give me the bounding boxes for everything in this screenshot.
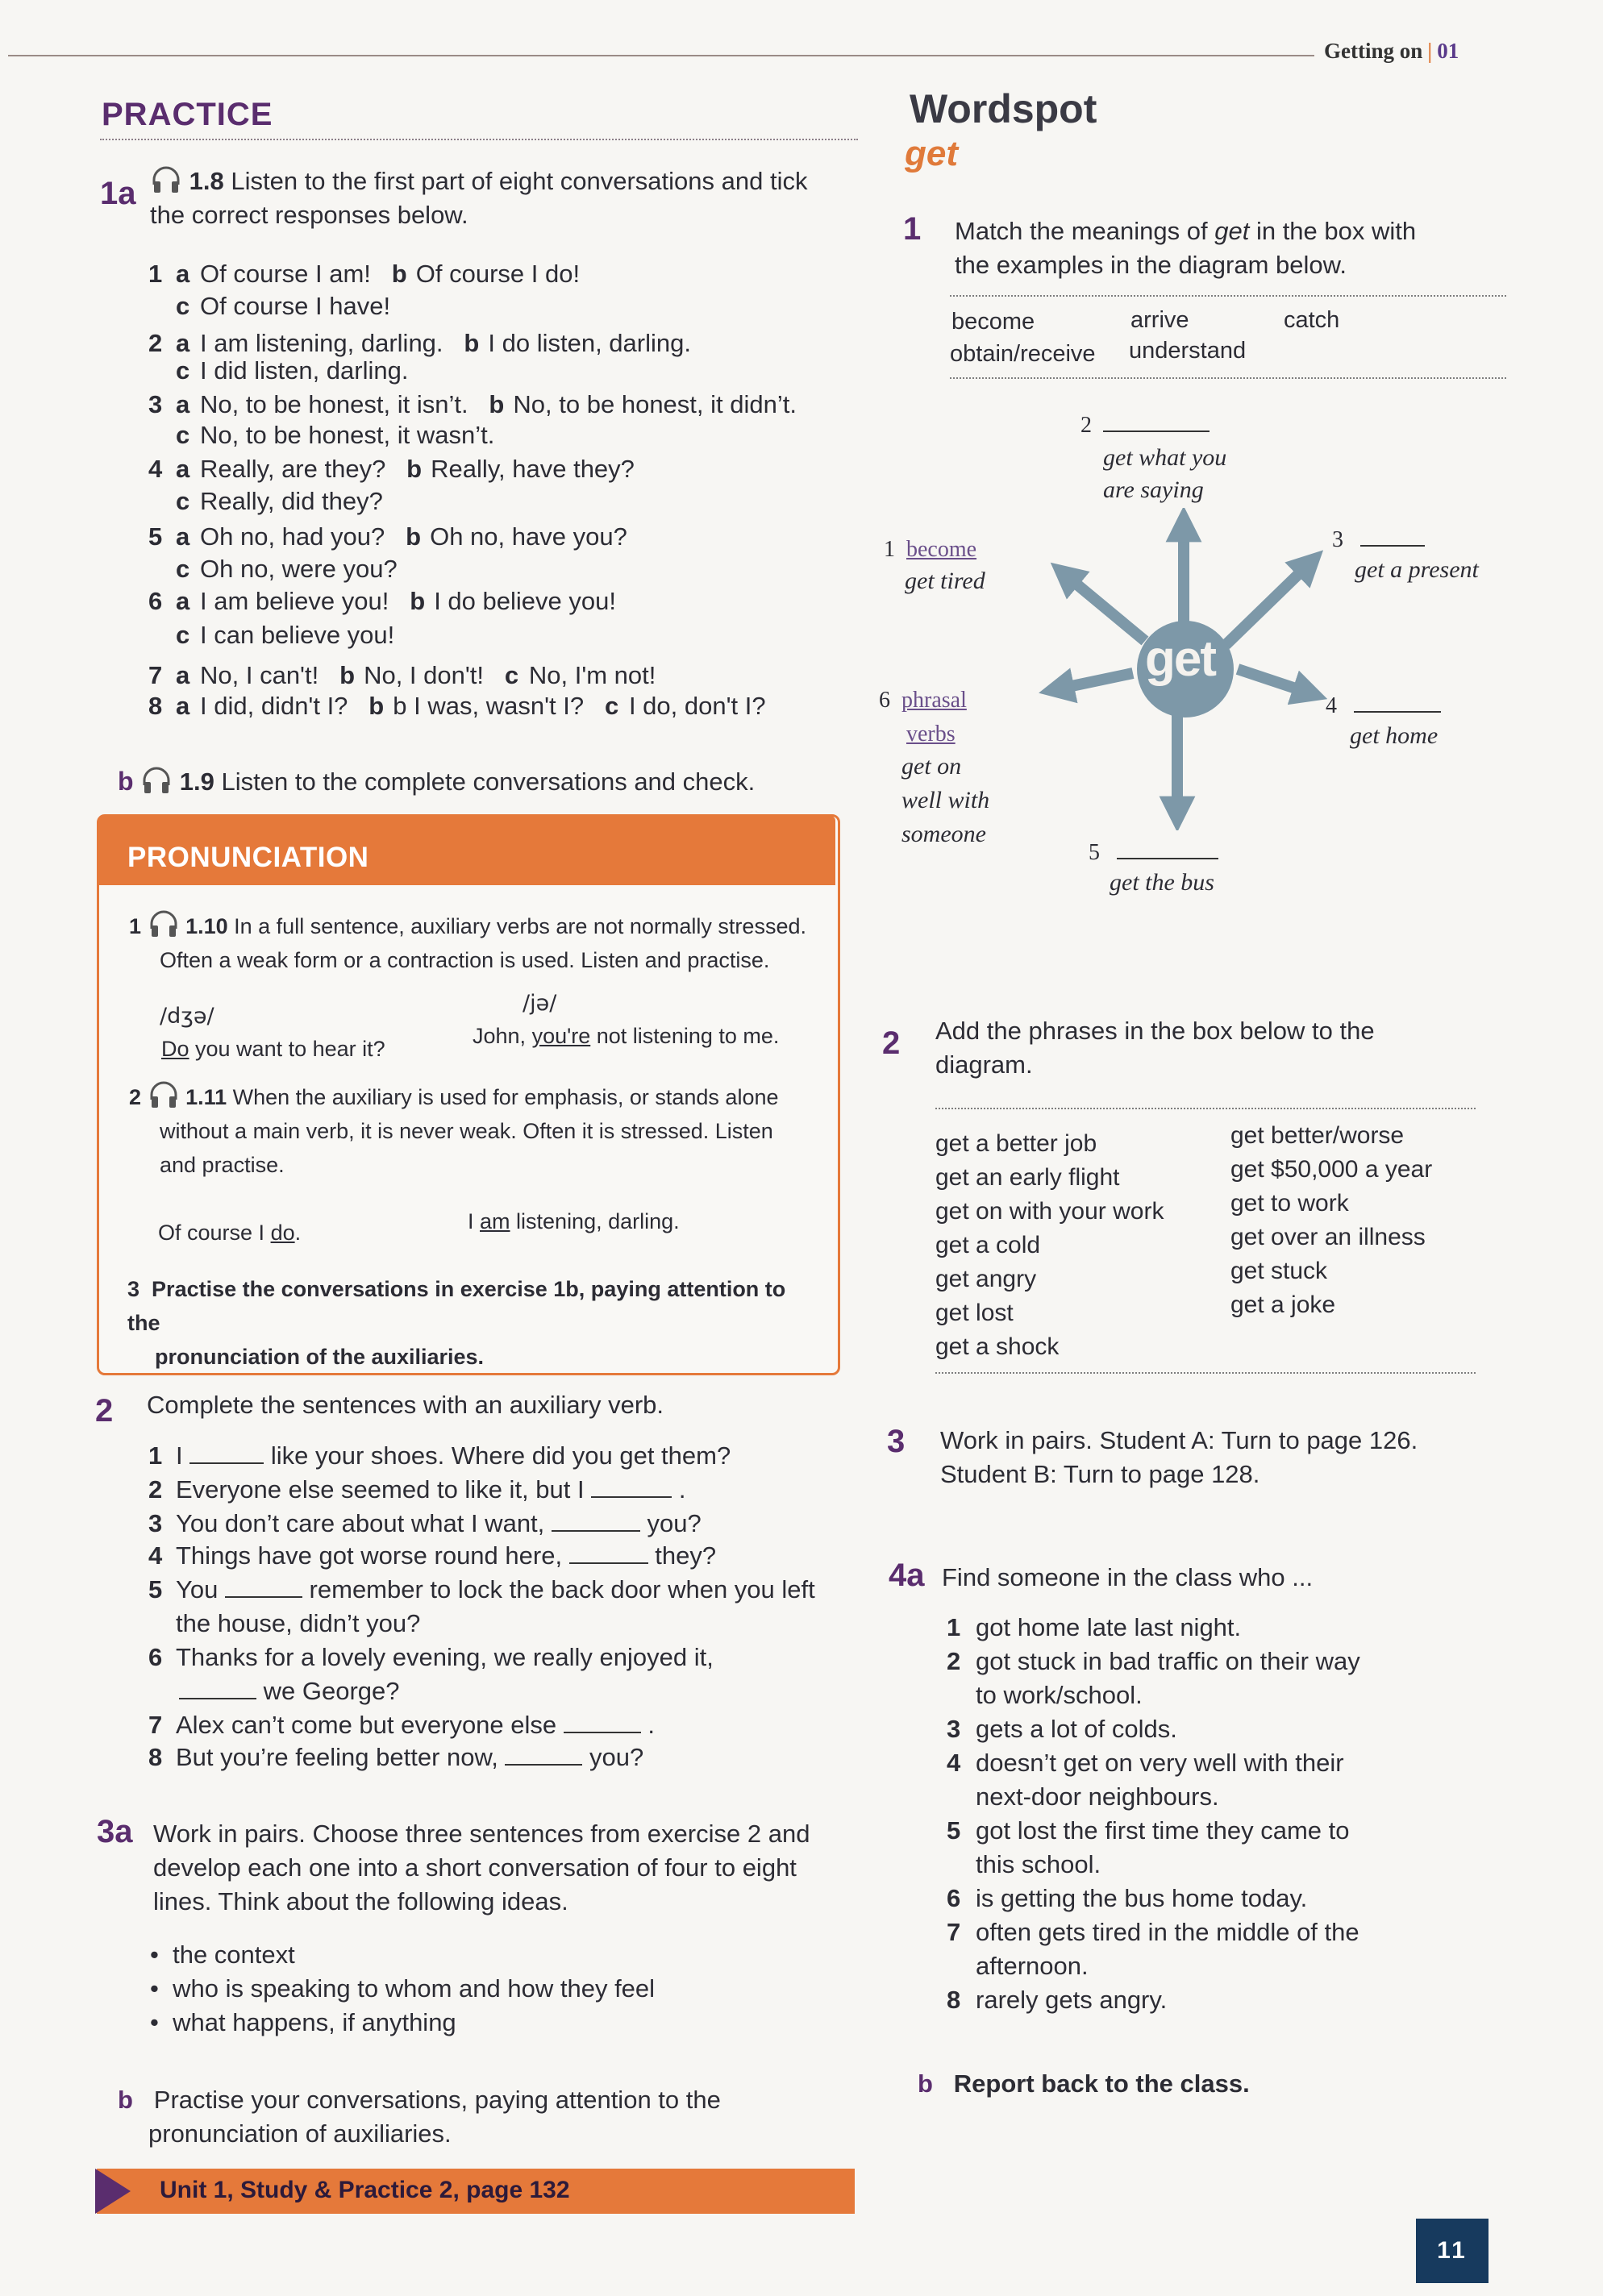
headphones-icon[interactable] [148,909,180,937]
slot-6-ex-l3: someone [901,821,986,847]
bullet-item: • who is speaking to whom and how they feel [150,1974,656,2003]
wordspot-word: get [905,134,958,173]
resp-1c: c Of course I have! [176,292,391,320]
phrase-box-rule-top [935,1108,1476,1109]
pron-ex3-post: . [294,1221,302,1245]
pron-ex1-rest: you want to hear it? [189,1037,385,1061]
list-item [947,1746,1543,1814]
answer-blank[interactable] [225,1596,302,1598]
item-num-4: 4 [947,1749,961,1777]
slot-5-num: 5 [1089,840,1100,865]
item-num-1: 1 [947,1613,961,1641]
ex1a-number: 1a [100,176,136,211]
ex2-num-1: 1 [148,1441,163,1470]
ws-ex1-l2: the examples in the diagram below. [955,251,1347,279]
answer-blank[interactable] [505,1764,582,1766]
bullet-item: • what happens, if anything [150,2008,456,2036]
phrase-item[interactable]: get angry [935,1266,1037,1292]
phrase-item[interactable]: get on with your work [935,1198,1164,1225]
phrase-col-1 [935,1127,1164,1364]
resp-1ab: 1 a Of course I am! b Of course I do! [148,260,581,288]
bullet-text-1: the context [173,1940,295,1969]
arrow-left [1056,673,1133,689]
list-item [947,1915,1543,1983]
pron-ex2-stress: you're [531,1024,591,1048]
ex3a-line3: lines. Think about the following ideas. [153,1887,568,1915]
ex1b [118,764,755,799]
track-1-8: 1.8 [189,167,224,195]
ex3b-letter: b [118,2086,133,2114]
bullet-text-3: what happens, if anything [173,2008,456,2036]
ws-ex4a-instruction: Find someone in the class who ... [942,1563,1314,1591]
item-num-3: 3 [947,1715,961,1743]
ex3a-line1: Work in pairs. Choose three sentences from exercise 2 and [153,1820,810,1848]
ex2-num-5: 5 [148,1575,163,1603]
slot-6-answer-l2[interactable]: verbs [906,722,956,747]
slot-1-answer[interactable]: become [906,537,977,562]
arrow-right [1238,669,1310,693]
ex3b [118,2083,860,2151]
diagram-example-1: get tired [905,568,985,594]
ex2-pre-5b: the house, didn’t you? [176,1609,421,1637]
bullet-item: • the context [150,1940,295,1969]
ex1b-instruction: Listen to the complete conversations and check. [221,767,756,796]
ex2-line-6 [148,1641,714,1674]
diagram-example-6 [901,750,989,851]
ws-ex3-instruction [940,1424,1418,1491]
ws-ex1-instruction [955,214,1519,282]
answer-blank[interactable] [1117,858,1218,859]
item-num-8: 8 [947,1986,961,2014]
diagram-example-3: get a present [1355,556,1479,583]
resp-3ab: 3 a No, to be honest, it isn’t. b No, to be honest, it didn’t. [148,390,797,418]
answer-blank[interactable] [1360,545,1425,547]
option-8b[interactable]: b I was, wasn't I? [393,692,585,720]
headphones-icon[interactable] [150,165,182,193]
item-text-6: is getting the bus home today. [976,1884,1308,1912]
arrow-upleft [1064,574,1145,641]
pron-example-4 [468,1204,680,1238]
track-1-11: 1.11 [185,1085,227,1109]
ws-ex2-line1: Add the phrases in the box below to the [935,1017,1375,1045]
option-7b[interactable]: No, I don't! [364,661,485,689]
item-num-2: 2 [947,1647,961,1675]
practice-rule [100,139,858,140]
ws-ex2-instruction [935,1014,1532,1082]
ex3a-instruction [153,1817,863,1919]
pron-ex3-stress: do [270,1221,295,1245]
ws-ex3-line2: Student B: Turn to page 128. [940,1460,1260,1488]
pron-ex4-pre: I [468,1209,481,1233]
pron-item-2 [129,1080,822,1182]
slot-6-ex-l2: well with [901,787,990,813]
slot-6-num: 6 [879,688,890,713]
pron-2-line1: When the auxiliary is used for emphasis, or stands alone [232,1085,779,1109]
ex2-line-4 [148,1540,716,1572]
ws-ex2-line2: diagram. [935,1050,1033,1079]
running-head: Getting on | 01 [1324,39,1459,63]
ex2-instruction: Complete the sentences with an auxiliary verb. [147,1391,664,1419]
list-item [947,1983,1543,2017]
option-4c[interactable]: Really, did they? [200,487,383,515]
phrase-item[interactable]: get lost [935,1300,1014,1326]
option-4b[interactable]: Really, have they? [431,455,635,483]
ex2-number: 2 [95,1393,114,1429]
ws-ex1-l1-pre: Match the meanings of [955,217,1215,245]
item-text-4: doesn’t get on very well with their [976,1749,1344,1777]
resp-6ab: 6 a I am believe you! b I do believe you! [148,587,616,615]
ws-ex4b-instruction: Report back to the class. [953,2069,1250,2098]
slot-4-num: 4 [1326,693,1337,718]
item-text-7: often gets tired in the middle of the [976,1918,1359,1946]
pron-example-3 [158,1216,301,1250]
ex3a-header [97,1814,133,1850]
ex2-post-5: remember to lock the back door when you left [302,1575,815,1603]
ex2-pre-6: Thanks for a lovely evening, we really enjoyed it, [176,1643,714,1671]
unit-title: Getting on [1324,39,1423,63]
ex3a-bullets [150,1938,655,2040]
phrase-box-rule-bottom [935,1372,1476,1374]
ws-ex2-number [882,1025,900,1062]
ex2-pre-5: You [176,1575,225,1603]
option-7c[interactable]: No, I'm not! [528,661,656,689]
item-text-7b: afternoon. [976,1952,1089,1980]
ex2-header [95,1393,113,1429]
phonetic-2: /jə/ [523,991,557,1016]
diagram-center-word: get [1145,631,1215,687]
ex2-post-2: . [672,1475,686,1504]
list-item [947,1611,1543,1645]
phrase-item[interactable]: get to work [1230,1190,1349,1217]
option-8c[interactable]: I do, don't I? [628,692,766,720]
option-6b[interactable]: I do believe you! [434,587,616,615]
item-text-1: got home late last night. [976,1613,1242,1641]
pron-1-num: 1 [129,914,142,938]
list-item [947,1814,1543,1882]
pron-ex1-stress: Do [161,1037,189,1061]
list-item [947,1712,1543,1746]
box-word-obtain[interactable]: obtain/receive [950,341,1096,367]
ws-ex1-number [903,211,921,247]
answer-blank[interactable] [564,1732,641,1733]
phrase-item[interactable]: get a joke [1230,1292,1336,1318]
ex1a-header [100,176,136,212]
ex3b-line2: pronunciation of auxiliaries. [148,2119,452,2148]
pron-ex3-pre: Of course I [158,1221,271,1245]
resp-6c: c I can believe you! [176,621,395,649]
pron-1-line2: Often a weak form or a contraction is used. Listen and practise. [160,948,770,972]
ws-ex4b-letter: b [918,2069,933,2098]
pron-3-line2: pronunciation of the auxiliaries. [155,1345,485,1369]
resp-4c: c Really, did they? [176,487,383,515]
ex2-num-8: 8 [148,1743,163,1771]
headphones-icon[interactable] [148,1080,180,1108]
ex2-num-2: 2 [148,1475,163,1504]
pron-item-1 [129,909,822,977]
wordspot-title: Wordspot [910,86,1097,131]
option-2c[interactable]: I did listen, darling. [200,356,409,385]
slot-3-num: 3 [1332,527,1343,552]
page-number: 11 [1416,2219,1488,2283]
diagram-example-5: get the bus [1110,869,1214,896]
resp-5c: c Oh no, were you? [176,555,398,583]
option-1a[interactable]: Of course I am! [200,260,371,288]
option-2b[interactable]: I do listen, darling. [488,329,691,357]
box-word-understand[interactable]: understand [1129,338,1247,364]
ex2-line-2 [148,1474,685,1506]
option-5c[interactable]: Oh no, were you? [200,555,398,583]
box-word-become[interactable]: become [951,309,1035,335]
item-num-5: 5 [947,1816,961,1845]
pron-item-3 [127,1272,821,1374]
diagram-slot-3 [1332,527,1425,553]
option-8a[interactable]: I did, didn't I? [200,692,348,720]
pron-3-num: 3 [127,1277,140,1301]
ex2-pre-4: Things have got worse round here, [176,1541,569,1570]
answer-blank[interactable] [1103,430,1210,432]
phrase-item[interactable]: get over an illness [1230,1224,1426,1250]
diagram-slot-1 [884,537,976,563]
option-5a[interactable]: Oh no, had you? [200,522,385,551]
top-rule [8,55,1314,56]
ex2-line-5b [176,1608,420,1640]
answer-blank[interactable] [552,1530,640,1532]
pronunciation-title: PRONUNCIATION [127,842,369,873]
ex2-num-7: 7 [148,1711,163,1739]
phrase-item[interactable]: get a better job [935,1130,1097,1157]
item-text-4b: next-door neighbours. [976,1782,1219,1811]
ws-ex3-line1: Work in pairs. Student A: Turn to page 126. [940,1426,1418,1454]
diagram-example-2 [1103,442,1226,506]
resp-3c: c No, to be honest, it wasn’t. [176,421,495,449]
option-5b[interactable]: Oh no, have you? [430,522,627,551]
list-item [947,1882,1543,1915]
arrow-icon [95,2169,131,2214]
diagram-example-4: get home [1350,722,1439,749]
phrase-item[interactable]: get a shock [935,1333,1060,1360]
pron-2-num: 2 [129,1085,142,1109]
diagram-slot-4 [1326,693,1441,719]
ex2-post-1: like your shoes. Where did you get them? [264,1441,731,1470]
answer-blank[interactable] [569,1562,648,1564]
ws-ex3-number [887,1424,905,1460]
ex2-line-3 [148,1508,702,1540]
ex2-line-1 [148,1440,731,1472]
item-text-8: rarely gets angry. [976,1986,1168,2014]
phonetic-1: /dʒə/ [160,1004,214,1029]
option-4a[interactable]: Really, are they? [200,455,386,483]
ws-ex1-num: 1 [903,211,922,247]
ws-ex3-num: 3 [887,1424,906,1459]
option-6a[interactable]: I am believe you! [200,587,389,615]
option-7a[interactable]: No, I can't! [200,661,319,689]
pron-ex4-stress: am [480,1209,510,1233]
box-rule-bottom [950,377,1506,379]
ws-ex4a-number [889,1558,925,1594]
resp-2c: c I did listen, darling. [176,356,409,385]
option-6c[interactable]: I can believe you! [200,621,395,649]
answer-blank[interactable] [591,1496,672,1498]
ex2-pre-1: I [176,1441,190,1470]
slot-2-ex-l1: get what you [1103,444,1227,471]
ws-ex4b [918,2067,1250,2101]
pron-example-1 [161,1032,385,1066]
find-someone-list [947,1611,1543,2017]
item-text-5b: this school. [976,1850,1101,1878]
box-word-catch[interactable]: catch [1284,307,1340,333]
list-item [947,1645,1543,1712]
ex2-line-6b [179,1675,400,1707]
pron-3-line1: Practise the conversations in exercise 1b, paying attention to the [127,1277,786,1335]
pron-ex2-rest: not listening to me. [590,1024,780,1048]
option-3c[interactable]: No, to be honest, it wasn’t. [200,421,495,449]
box-rule-top [950,295,1506,297]
item-text-2b: to work/school. [976,1681,1143,1709]
ex2-post-3: you? [639,1509,702,1537]
ex2-pre-3: You don’t care about what I want, [176,1509,552,1537]
ex2-line-8 [148,1741,643,1774]
item-text-2: got stuck in bad traffic on their way [976,1647,1360,1675]
option-1c[interactable]: Of course I have! [200,292,391,320]
resp-2ab: 2 a I am listening, darling. b I do listen, darling. [148,329,691,357]
ex2-pre-8: But you’re feeling better now, [176,1743,506,1771]
slot-6-ex-l1: get on [901,753,962,780]
ws-ex1-l1-word: get [1214,217,1250,245]
pron-example-2 [473,1019,779,1053]
ex2-post-4: they? [647,1541,717,1570]
ex2-post-6b: we George? [256,1677,400,1705]
phrase-item[interactable]: get stuck [1230,1258,1328,1284]
ex2-post-8: you? [582,1743,644,1771]
phrase-item[interactable]: get $50,000 a year [1230,1156,1433,1183]
pron-1-line1: In a full sentence, auxiliary verbs are not normally stressed. [234,914,806,938]
slot-6-answer-l1[interactable]: phrasal [901,688,967,713]
bullet-text-2: who is speaking to whom and how they feel [173,1974,656,2003]
diagram-slot-2 [1080,413,1210,439]
ws-ex1-l1-post: in the box with [1249,217,1417,245]
ex1b-letter: b [118,767,134,796]
ex1a-line1: Listen to the first part of eight conversations and tick [231,167,808,195]
ex3b-line1: Practise your conversations, paying attention to the [153,2086,721,2114]
option-3a[interactable]: No, to be honest, it isn’t. [200,390,468,418]
item-text-3: gets a lot of colds. [976,1715,1177,1743]
ws-ex2-num: 2 [882,1025,901,1061]
pron-ex2-pre: John, [473,1024,532,1048]
answer-blank[interactable] [189,1462,264,1464]
item-text-5: got lost the first time they came to [976,1816,1350,1845]
resp-7: 7 a No, I can't! b No, I don't! c No, I'm not! [148,661,656,689]
ex2-pre-2: Everyone else seemed to like it, but I [176,1475,592,1504]
phrase-item[interactable]: get an early flight [935,1164,1120,1191]
resp-8: 8 a I did, didn't I? b b I was, wasn't I? c I do, don't I? [148,692,766,720]
phrase-item[interactable]: get better/worse [1230,1122,1405,1149]
headphones-icon[interactable] [140,766,173,793]
slot-1-num: 1 [884,537,895,562]
pron-2-line3: and practise. [160,1153,285,1177]
ex1a-instruction [150,164,876,232]
phrase-col-2 [1230,1119,1432,1322]
track-1-10: 1.10 [185,914,228,938]
item-num-7: 7 [947,1918,961,1946]
ws-ex4a-num: 4a [889,1558,925,1593]
ex2-line-7 [148,1709,655,1741]
answer-blank[interactable] [1354,711,1441,713]
ex3a-number: 3a [97,1814,133,1849]
resp-4ab: 4 a Really, are they? b Really, have they? [148,455,635,483]
option-1b[interactable]: Of course I do! [415,260,581,288]
option-2a[interactable]: I am listening, darling. [200,329,443,357]
option-3b[interactable]: No, to be honest, it didn’t. [513,390,797,418]
ex2-num-3: 3 [148,1509,163,1537]
diagram-slot-5 [1089,840,1218,866]
resp-5ab: 5 a Oh no, had you? b Oh no, have you? [148,522,627,551]
diagram-slot-6 [879,684,967,751]
ex2-post-7: . [640,1711,655,1739]
slot-2-num: 2 [1080,413,1092,438]
item-num-6: 6 [947,1884,961,1912]
ex1a-line2: the correct responses below. [150,201,468,229]
arrow-upright [1226,563,1310,645]
ex2-num-6: 6 [148,1643,163,1671]
pron-ex4-post: listening, darling. [510,1209,680,1233]
slot-2-ex-l2: are saying [1103,476,1204,503]
reference-link[interactable]: Unit 1, Study & Practice 2, page 132 [160,2177,570,2203]
answer-blank[interactable] [179,1698,256,1699]
ex2-num-4: 4 [148,1541,163,1570]
practice-title: PRACTICE [102,97,273,132]
ex2-pre-7: Alex can’t come but everyone else [176,1711,564,1739]
box-word-arrive[interactable]: arrive [1130,307,1189,333]
phrase-item[interactable]: get a cold [935,1232,1041,1258]
pron-2-line2: without a main verb, it is never weak. Often it is stressed. Listen [160,1119,773,1143]
ex2-line-5 [148,1574,815,1606]
unit-number: 01 [1437,39,1459,63]
ex3a-line2: develop each one into a short conversation of four to eight [153,1853,797,1882]
track-1-9: 1.9 [179,767,214,796]
